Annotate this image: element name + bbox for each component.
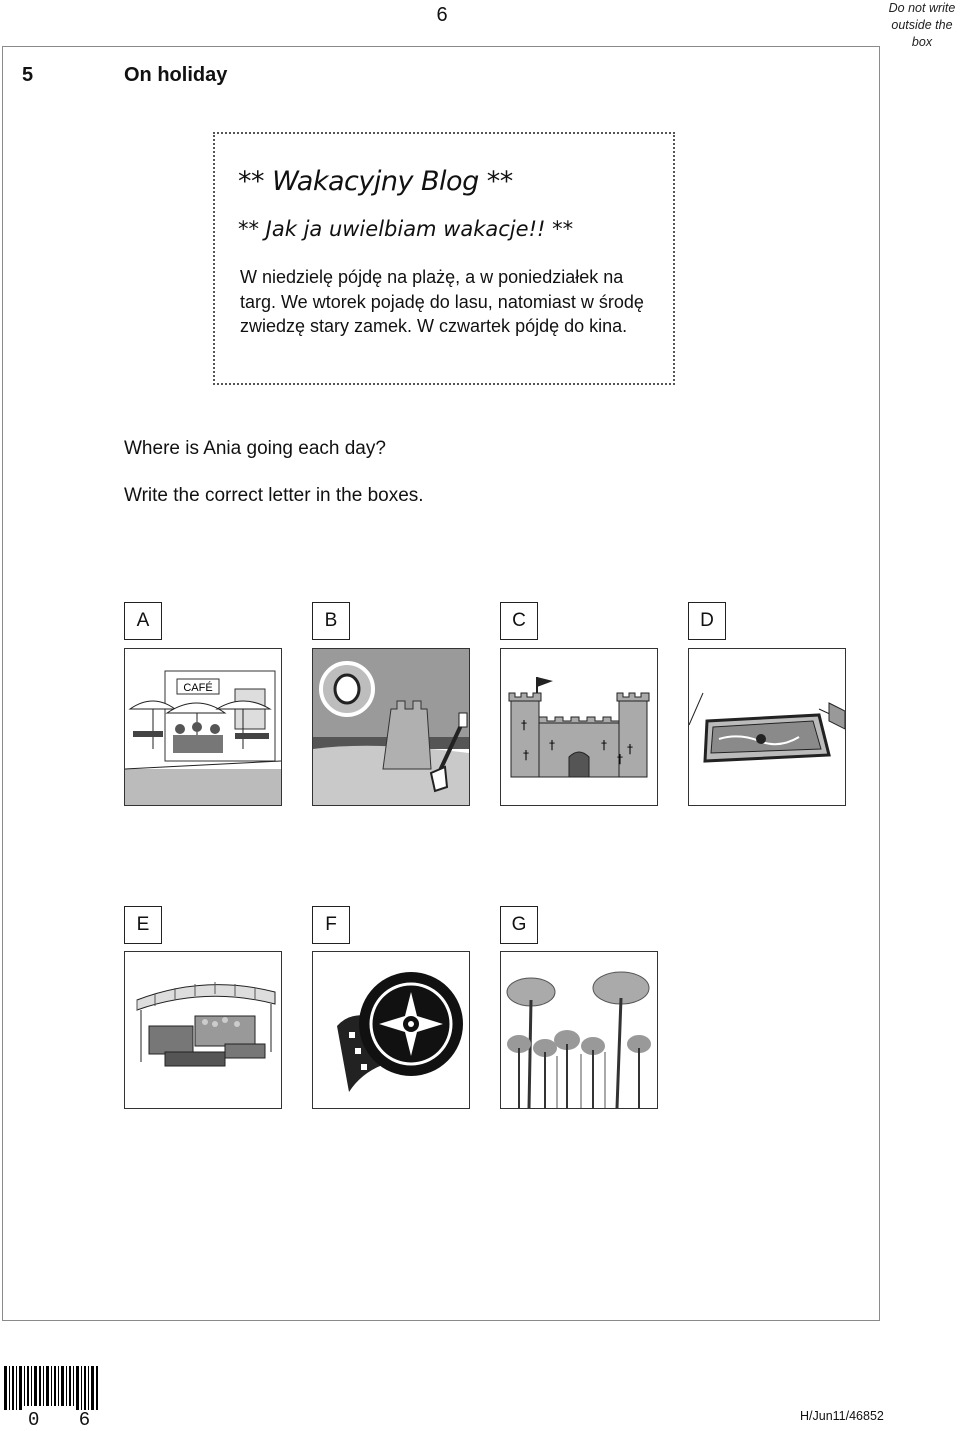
blog-subtitle: ** Jak ja uwielbiam wakacje!! **	[238, 217, 574, 241]
forest-picture	[500, 951, 658, 1109]
option-a-label: A	[124, 602, 162, 640]
task-instruction: Write the correct letter in the boxes.	[124, 485, 424, 506]
beach-picture	[312, 648, 470, 806]
svg-text:†: †	[523, 748, 529, 762]
svg-text:†: †	[617, 752, 623, 766]
cafe-picture	[124, 648, 282, 806]
swimming-pool-picture	[688, 648, 846, 806]
market-stall-picture	[124, 951, 282, 1109]
svg-text:†: †	[549, 738, 555, 752]
blog-title: ** Wakacyjny Blog **	[238, 166, 513, 197]
question-number: 5	[22, 64, 34, 86]
option-b-label: B	[312, 602, 350, 640]
option-f-label: F	[312, 906, 350, 944]
option-c-label: C	[500, 602, 538, 640]
blog-text: W niedzielę pójdę na plażę, a w poniedziałek na targ. We wtorek pojadę do lasu, natomiast w środę zwiedzę stary zamek. W czwartek pójdę do kina.	[240, 267, 644, 336]
option-d-label: D	[688, 602, 726, 640]
svg-text:†: †	[521, 718, 527, 732]
option-g-label: G	[500, 906, 538, 944]
svg-text:†: †	[601, 738, 607, 752]
barcode-digits: 0 6	[28, 1409, 105, 1431]
castle-picture	[500, 648, 658, 806]
page-number: 6	[436, 4, 448, 26]
question-text: Where is Ania going each day?	[124, 438, 386, 459]
film-reel-picture	[312, 951, 470, 1109]
svg-text:CAFÉ: CAFÉ	[183, 682, 213, 694]
margin-note: Do not write outside the box	[888, 1, 956, 49]
barcode	[4, 1366, 100, 1415]
document-code: H/Jun11/46852	[800, 1409, 884, 1423]
svg-text:†: †	[627, 742, 633, 756]
question-title: On holiday	[124, 64, 228, 86]
option-e-label: E	[124, 906, 162, 944]
